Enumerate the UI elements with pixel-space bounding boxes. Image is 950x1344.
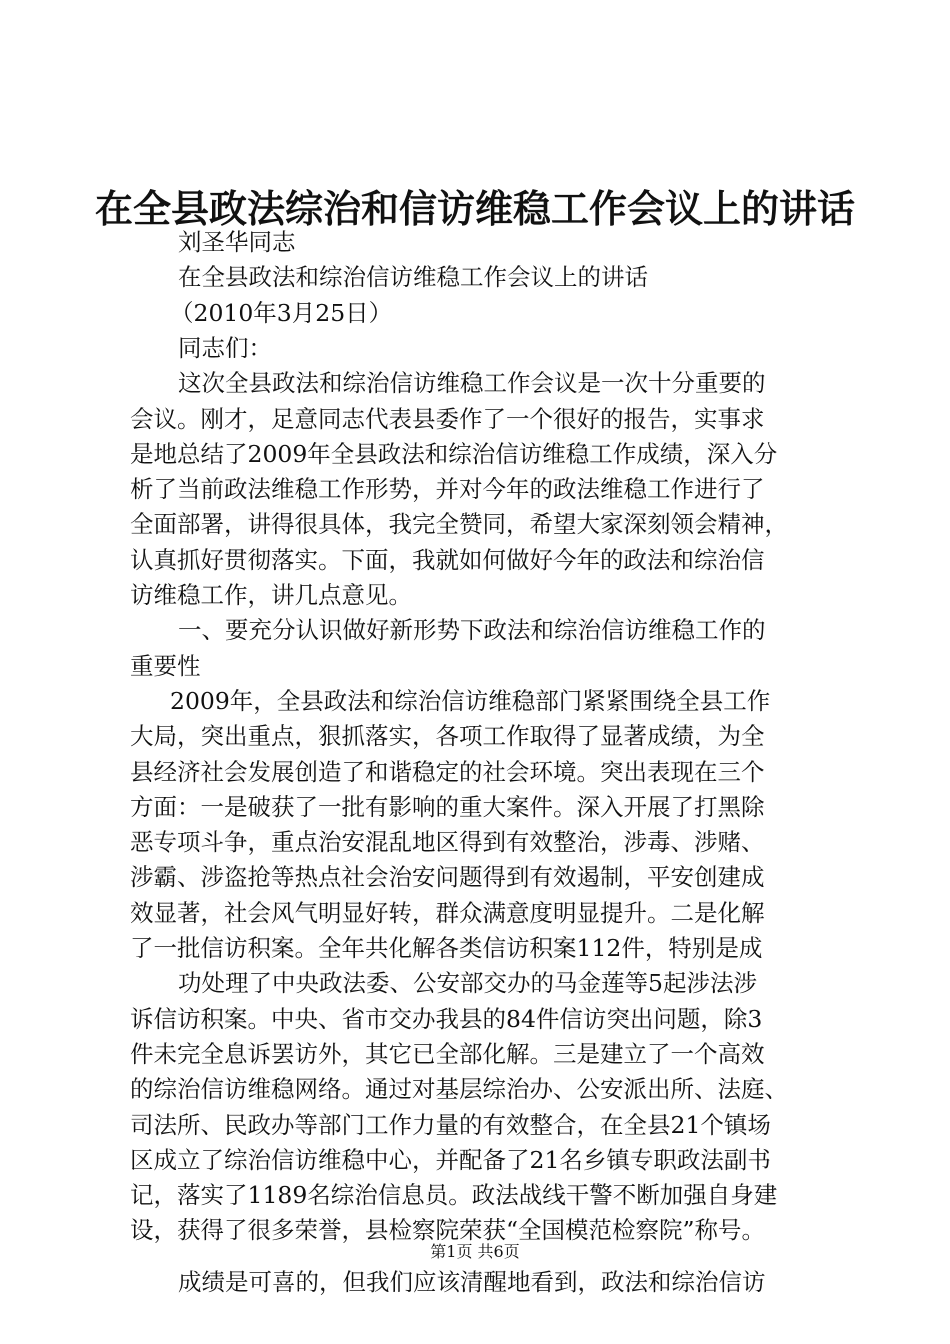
body-line: 是地总结了2009年全县政法和综治信访维稳工作成绩，深入分	[130, 440, 778, 468]
body-line: 会议。刚才，足意同志代表县委作了一个很好的报告，实事求	[130, 405, 765, 433]
body-line: 功处理了中央政法委、公安部交办的马金莲等5起涉法涉	[178, 969, 757, 997]
section-heading-line: 一、要充分认识做好新形势下政法和综治信访维稳工作的	[178, 616, 766, 644]
salutation-line: 同志们：	[178, 334, 272, 362]
section-heading-line: 重要性	[130, 652, 201, 680]
body-line: 析了当前政法维稳工作形势，并对今年的政法维稳工作进行了	[130, 475, 765, 503]
date-line: （2010年3月25日）	[170, 299, 393, 327]
subtitle-line: 在全县政法和综治信访维稳工作会议上的讲话	[178, 263, 648, 291]
body-line: 效显著，社会风气明显好转，群众满意度明显提升。二是化解	[130, 899, 765, 927]
body-line: 区成立了综治信访维稳中心，并配备了21名乡镇专职政法副书	[130, 1146, 771, 1174]
body-line: 司法所、民政办等部门工作力量的有效整合，在全县21个镇场	[130, 1111, 771, 1139]
body-line: 大局，突出重点，狠抓落实，各项工作取得了显著成绩，为全	[130, 722, 765, 750]
body-line: 县经济社会发展创造了和谐稳定的社会环境。突出表现在三个	[130, 758, 765, 786]
body-line: 访维稳工作，讲几点意见。	[130, 581, 412, 609]
body-line: 认真抓好贯彻落实。下面，我就如何做好今年的政法和综治信	[130, 546, 765, 574]
body-line: 这次全县政法和综治信访维稳工作会议是一次十分重要的	[178, 369, 766, 397]
body-line: 恶专项斗争，重点治安混乱地区得到有效整治，涉毒、涉赌、	[130, 828, 765, 856]
body-line: 成绩是可喜的，但我们应该清醒地看到，政法和综治信访	[178, 1268, 766, 1296]
body-line: 了一批信访积案。全年共化解各类信访积案112件，特别是成	[130, 934, 763, 962]
body-line: 诉信访积案。中央、省市交办我县的84件信访突出问题，除3	[130, 1005, 763, 1033]
body-line: 方面：一是破获了一批有影响的重大案件。深入开展了打黑除	[130, 793, 765, 821]
body-line: 2009年，全县政法和综治信访维稳部门紧紧围绕全县工作	[170, 687, 771, 715]
speaker-line: 刘圣华同志	[178, 228, 296, 256]
body-line: 设，获得了很多荣誉，县检察院荣获“全国模范检察院”称号。	[130, 1216, 766, 1244]
body-line: 全面部署，讲得很具体，我完全赞同，希望大家深刻领会精神，	[130, 510, 788, 538]
body-line: 记，落实了1189名综治信息员。政法战线干警不断加强自身建	[130, 1181, 778, 1209]
body-line: 的综治信访维稳网络。通过对基层综治办、公安派出所、法庭、	[130, 1075, 788, 1103]
body-line: 涉霸、涉盗抢等热点社会治安问题得到有效遏制，平安创建成	[130, 863, 765, 891]
body-line: 件未完全息诉罢访外，其它已全部化解。三是建立了一个高效	[130, 1040, 765, 1068]
document-title: 在全县政法综治和信访维稳工作会议上的讲话	[94, 187, 855, 231]
page-footer: 第1页 共6页	[430, 1242, 520, 1261]
